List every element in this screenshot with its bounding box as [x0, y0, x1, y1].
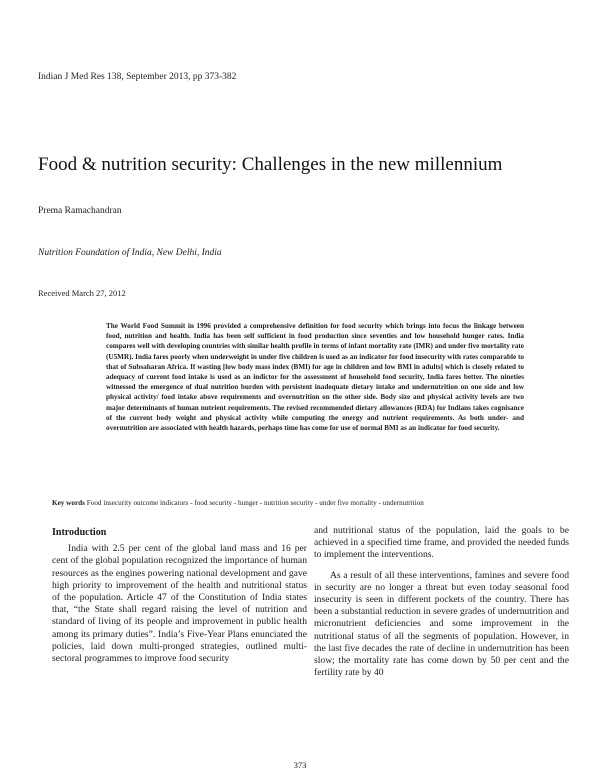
page-number: 373	[293, 760, 307, 770]
body-paragraph: India with 2.5 per cent of the global land mass and 16 per cent of the global population recognized the importance of human resources as the engines powering national development and gave high priority to improvement of the health and nutritional status of the population. Article 47 of the Constitution of India states that, “the State shall regard raising the level of nutrition and standard of living of its people and improvement in public health among its primary duties”. India’s Five-Year Plans enunciated the policies, laid down multi-pronged strategies, outlined multi-sectoral programmes to improve food security	[52, 543, 307, 665]
keywords-text: Food insecurity outcome indicators - food security - hunger - nutrition security - under five mortality - undernutrition	[86, 499, 424, 507]
received-date: Received March 27, 2012	[38, 288, 126, 298]
left-column	[52, 525, 307, 665]
journal-reference: Indian J Med Res 138, September 2013, pp 373-382	[38, 72, 237, 82]
author-affiliation: Nutrition Foundation of India, New Delhi, India	[38, 248, 222, 258]
abstract: The World Food Summit in 1996 provided a comprehensive definition for food security which brings into focus the linkage between food, nutrition and health. India has been self sufficient in food production since seventies and low household hunger rates. India compares well with developing countries with similar health profile in terms of infant mortality rate (IMR) and under five mortality rate (U5MR). India fares poorly when underweight in under five children is used as an indicator for food insecurity with rates comparable to that of Subsaharan Africa. If wasting [low body mass index (BMI) for age in children and low BMI in adults] which is closely related to adequacy of current food intake is used as an indictor for the assessment of household food security, India fares better. The nineties witnessed the emergence of dual nutrition burden with persistent inadequate dietary intake and undernutrition on one side and low physical activity/ food intake above requirements and overnutrition on the other side. Body size and physical activity levels are two major determinants of human nutrient requirements. The revised recommended dietary allowances (RDA) for Indians takes cognisance of the current body weight and physical activity while computing the energy and nutrient requirements. As both under- and overnutrition are associated with health hazards, perhaps time has come for use of normal BMI as an indicator for food security.	[106, 322, 524, 433]
keywords-label: Key words	[52, 499, 85, 507]
introduction-heading: Introduction	[52, 527, 107, 538]
keywords-line	[52, 499, 572, 507]
body-paragraph: and nutritional status of the population, laid the goals to be achieved in a specified time frame, and provided the needed funds to implement the interventions.	[314, 525, 569, 561]
body-paragraph: As a result of all these interventions, famines and severe food in security are no longer a threat but even today seasonal food insecurity is seen in different pockets of the country. There has been a substantial reduction in severe grades of undernutrition and micronutrient deficiencies and some improvement in the nutritional status of all the segments of population. However, in the last five decades the rate of decline in undernutrition has been slow; the mortality rate has come down by 50 per cent and the fertility rate by 40	[314, 569, 569, 679]
article-title: Food & nutrition security: Challenges in the new millennium	[38, 154, 503, 175]
right-column	[314, 525, 569, 679]
author-name: Prema Ramachandran	[38, 206, 122, 216]
